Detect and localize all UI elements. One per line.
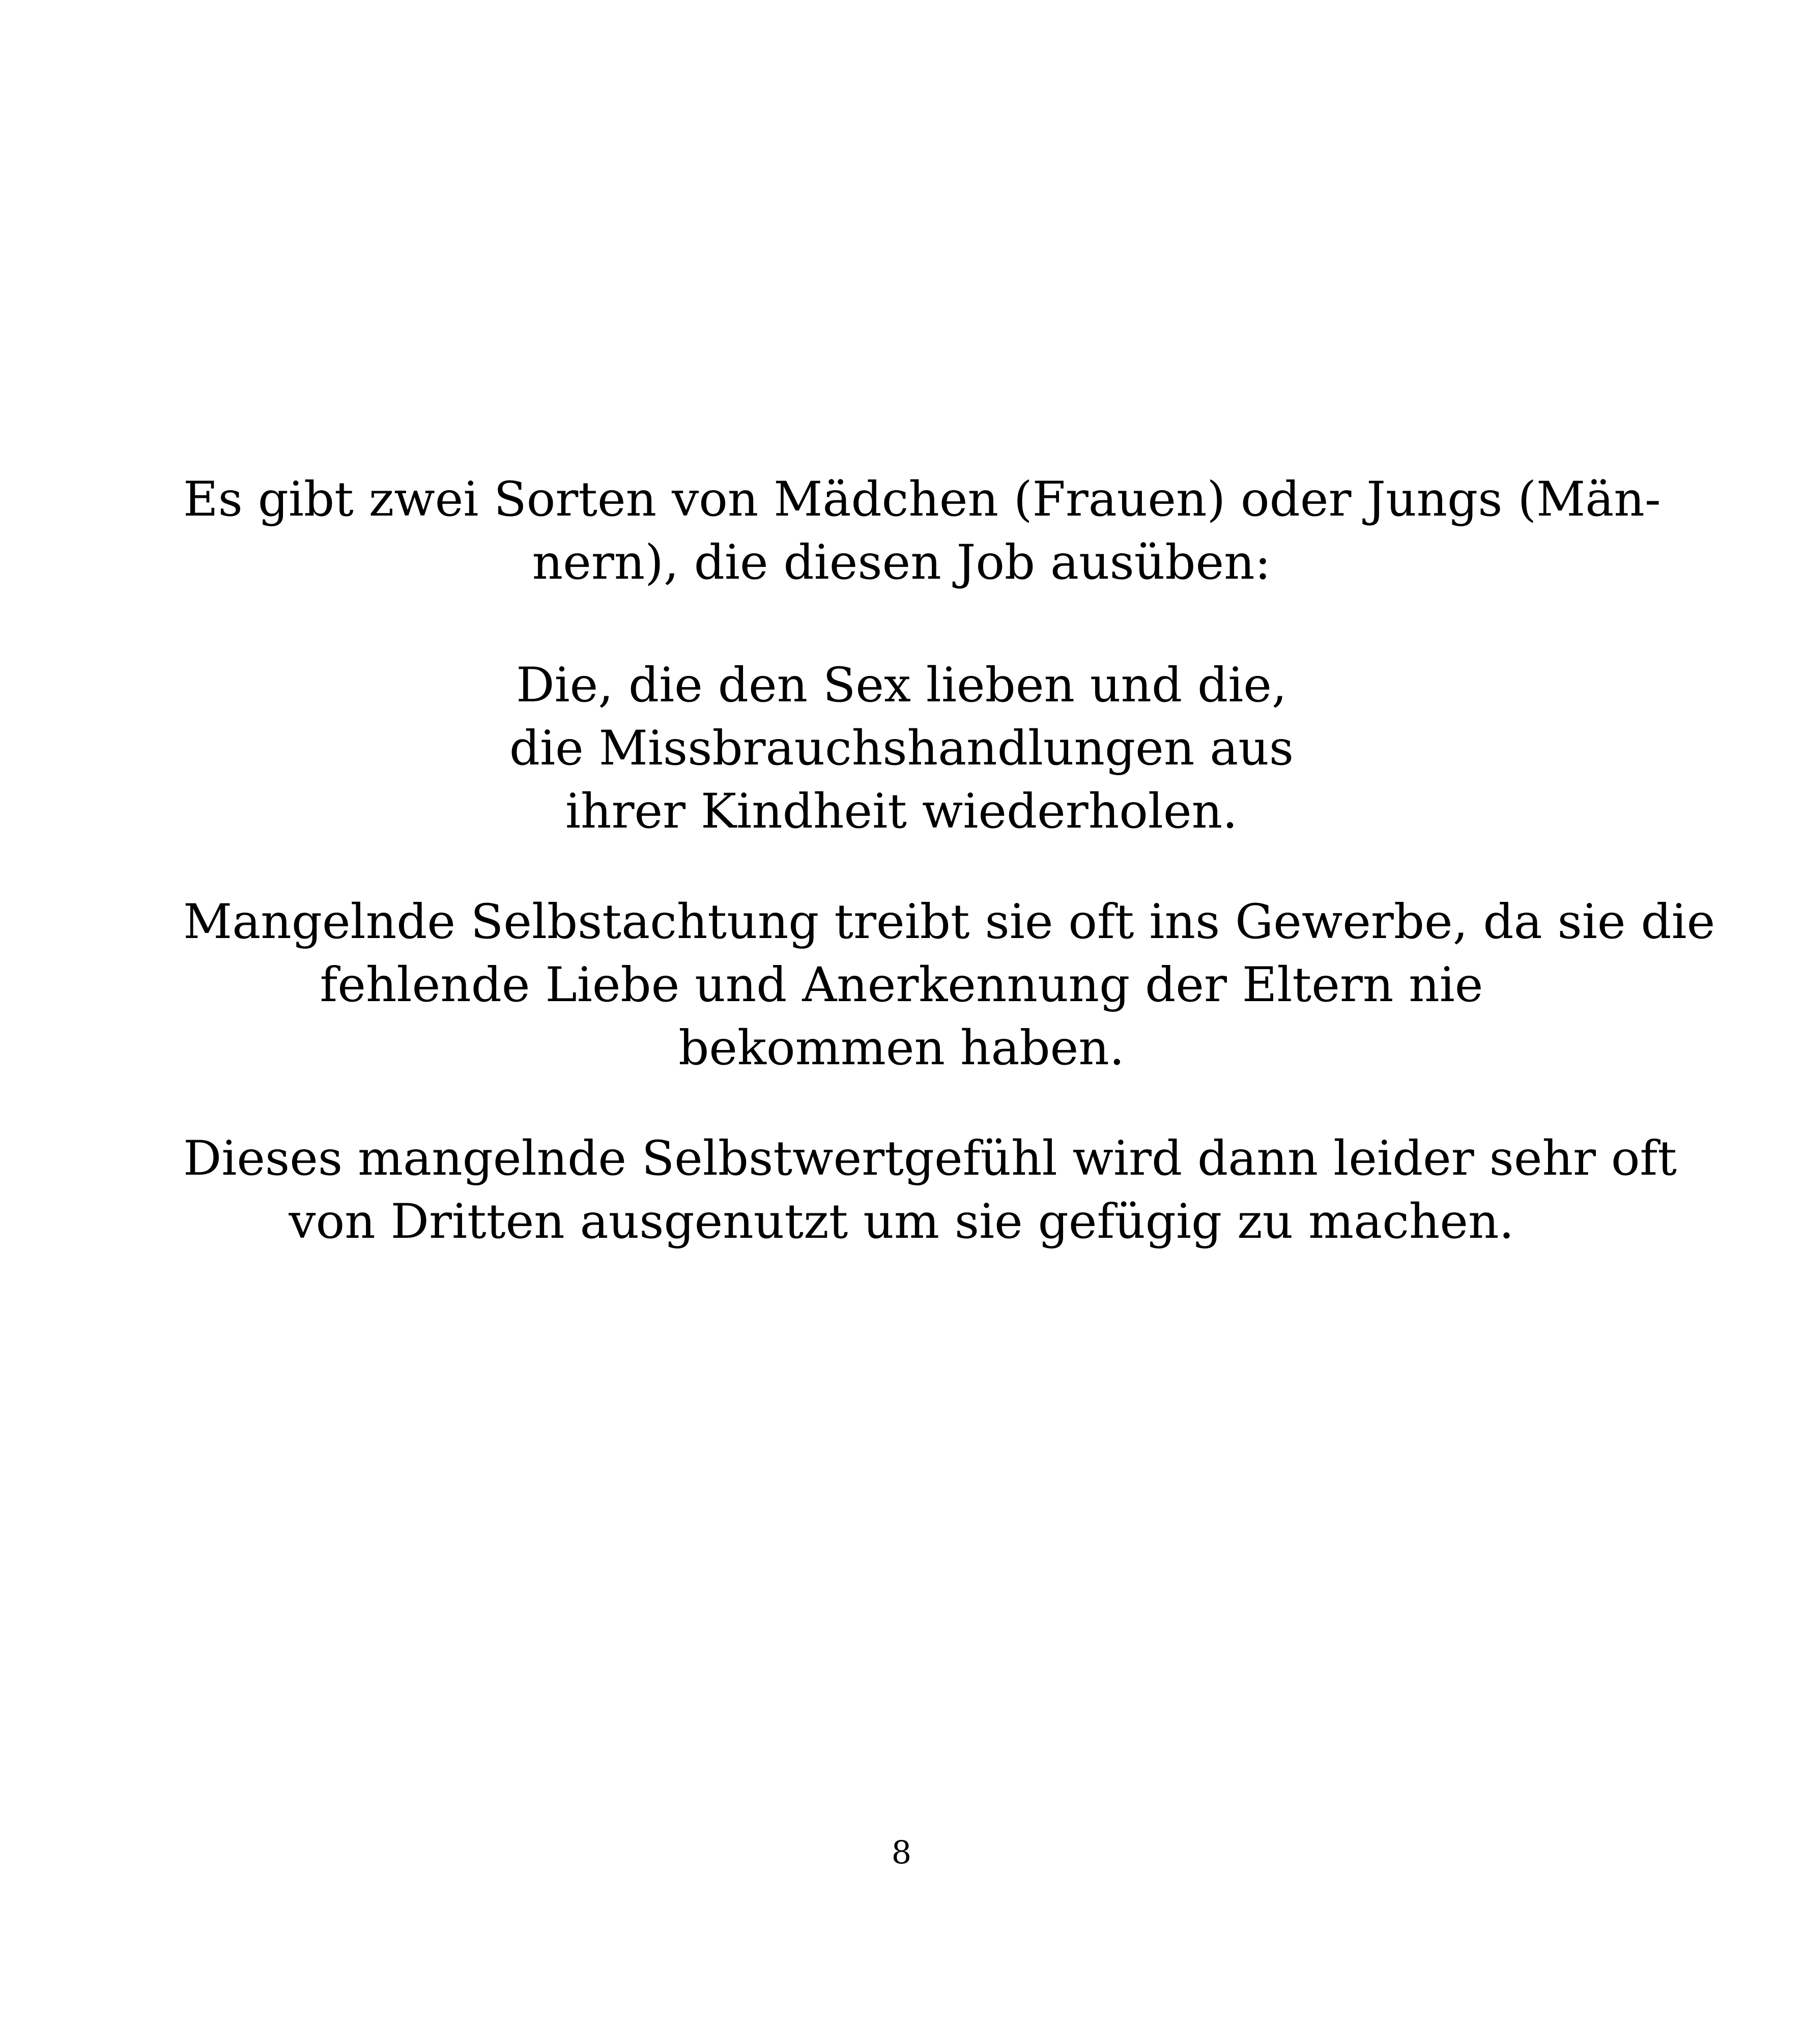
paragraph-self-esteem (183, 1127, 1677, 1254)
paragraph-line: Die, die den Sex lieben und die, (516, 658, 1287, 713)
paragraph-self-respect (183, 891, 1715, 1080)
paragraph-two-kinds (183, 468, 1661, 594)
paragraph-line: Dieses mangelnde Selbstwertgefühl wird dann leider sehr oft (183, 1131, 1677, 1186)
paragraph-line: Es gibt zwei Sorten von Mädchen (Frauen) oder Jungs (Män- (183, 472, 1661, 527)
paragraph-line: bekommen haben. (678, 1020, 1125, 1076)
paragraph-line: die Missbrauchshandlungen aus (509, 721, 1294, 776)
paragraph-line: fehlende Liebe und Anerkennung der Eltern nie (320, 957, 1483, 1013)
paragraph-love-sex-or-repeat (183, 654, 1620, 843)
paragraph-line: ihrer Kindheit wiederholen. (565, 784, 1238, 839)
paragraph-line: von Dritten ausgenutzt um sie gefügig zu machen. (289, 1194, 1514, 1250)
paragraph-line: Mangelnde Selbstachtung treibt sie oft ins Gewerbe, da sie die (183, 894, 1715, 950)
paragraph-line: nern), die diesen Job ausüben: (532, 535, 1271, 590)
page-number: 8 (891, 1834, 912, 1871)
